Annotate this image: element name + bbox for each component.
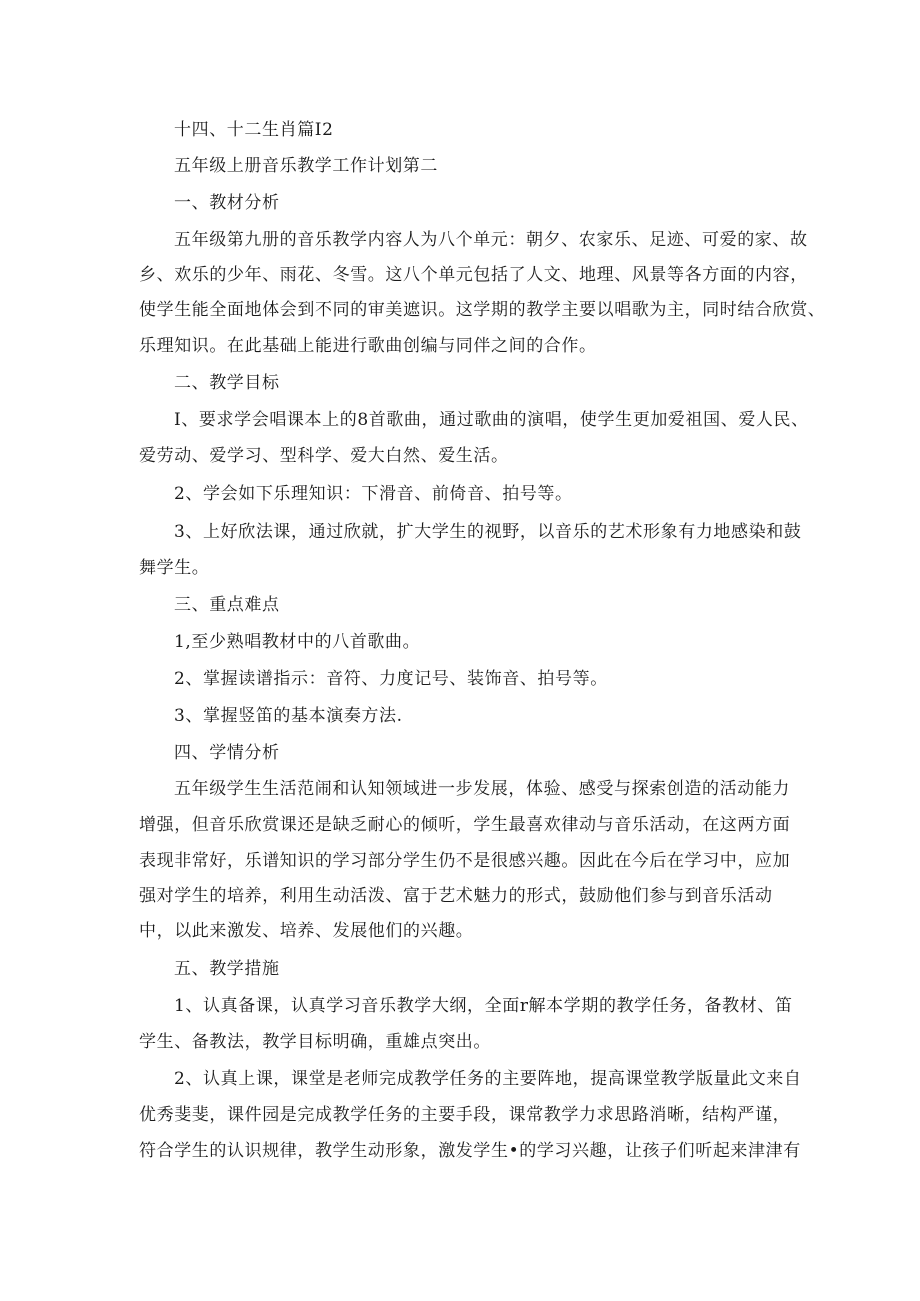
paragraph-line: 1、认真备课，认真学习音乐教学大纲，全面r解本学期的教学任务，备教材、笛	[174, 996, 793, 1016]
paragraph-line: 五年级第九册的音乐教学内容人为八个单元：朝夕、农家乐、足迹、可爱的家、故	[174, 230, 808, 250]
paragraph-line: 增强，但音乐欣赏课还是缺乏耐心的倾听，学生最喜欢律动与音乐活动，在这两方面	[139, 815, 791, 835]
paragraph-line: 强对学生的培养，利用生动活泼、富于艺术魅力的形式，鼓励他们参与到音乐活动	[139, 886, 773, 906]
document-title: 五年级上册音乐教学工作计划第二	[174, 156, 438, 176]
paragraph-line: 爱劳动、爱学习、型科学、爱大白然、爱生活。	[139, 446, 509, 466]
paragraph-line: 2、认真上课，课堂是老师完成教学任务的主要阵地，提高课堂教学版量此文来自	[174, 1069, 802, 1089]
paragraph-line: 使学生能全面地体会到不同的审美遮识。这学期的教学主要以唱歌为主，同时结合欣赏、	[139, 300, 826, 320]
paragraph-line: 2、掌握读谱指示：音符、力度记号、装饰音、拍号等。	[174, 669, 608, 689]
section-heading: 四、学情分析	[174, 743, 280, 763]
section-heading: 十四、十二生肖篇I2	[174, 120, 334, 140]
paragraph-line: 符合学生的认识规律，教学生动形象，激发学生•的学习兴趣，让孩子们听起来津津有	[139, 1141, 801, 1161]
section-heading: 二、教学目标	[174, 373, 280, 393]
paragraph-line: 优秀斐斐，课件园是完成教学任务的主要手段，课常教学力求思路消晰，结构严谨，	[139, 1105, 791, 1125]
paragraph-line: 表现非常好，乐谱知识的学习部分学生仍不是很感兴趣。因此在今后在学习中，应加	[139, 851, 791, 871]
paragraph-line: 舞学生。	[139, 558, 210, 578]
paragraph-line: 乡、欢乐的少年、雨花、冬雪。这八个单元包括了人文、地理、风景等各方面的内容，	[139, 265, 808, 285]
section-heading: 一、教材分析	[174, 193, 280, 213]
paragraph-line: 2、学会如下乐理知识：下滑音、前倚音、拍号等。	[174, 484, 573, 504]
paragraph-line: 3、上好欣法课，通过欣就，扩大学生的视野，以音乐的艺术形象有力地感染和鼓	[174, 522, 802, 542]
paragraph-line: 五年级学生生活范闹和认知领域进一步发展，体验、感受与探索创造的活动能力	[174, 779, 790, 799]
section-heading: 五、教学措施	[174, 959, 280, 979]
paragraph-line: 中，以此来激发、培养、发展他们的兴趣。	[139, 921, 474, 941]
paragraph-line: 学生、备教法，教学目标明确，重雄点突出。	[139, 1032, 491, 1052]
paragraph-line: 乐理知识。在此基础上能进行歌曲创编与同伴之间的合作。	[139, 336, 597, 356]
paragraph-line: 3、掌握竖笛的基本演奏方法.	[174, 706, 403, 726]
paragraph-line: 1,至少熟唱教材中的八首歌曲。	[174, 632, 421, 652]
section-heading: 三、重点难点	[174, 595, 280, 615]
paragraph-line: I、要求学会唱课本上的8首歌曲，通过歌曲的演唱，使学生更加爱祖国、爱人民、	[174, 410, 809, 430]
